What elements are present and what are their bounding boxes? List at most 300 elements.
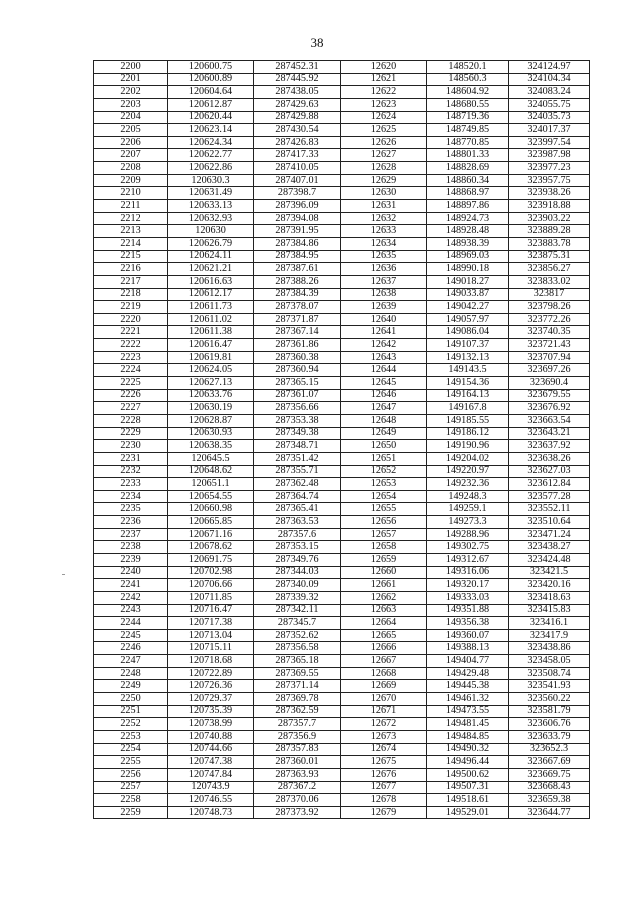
coord-x-left-cell: 120735.39 [168, 705, 254, 718]
point-number-left-cell: 2248 [94, 667, 168, 680]
point-number-left-cell: 2241 [94, 579, 168, 592]
table-row [94, 250, 590, 263]
point-number-right-cell: 12667 [341, 655, 427, 668]
coord-y-right-cell: 323889.28 [509, 225, 590, 238]
point-number-right-cell: 12676 [341, 768, 427, 781]
coord-x-right-cell: 149490.32 [427, 743, 509, 756]
coord-y-right-cell: 323707.94 [509, 351, 590, 364]
coord-x-left-cell: 120630.3 [168, 174, 254, 187]
point-number-left-cell: 2213 [94, 225, 168, 238]
coord-x-right-cell: 148938.39 [427, 237, 509, 250]
table-row [94, 617, 590, 630]
coordinate-table [93, 60, 590, 819]
coord-y-left-cell: 287410.05 [254, 162, 341, 175]
coord-x-left-cell: 120740.88 [168, 730, 254, 743]
point-number-right-cell: 12668 [341, 667, 427, 680]
point-number-right-cell: 12665 [341, 629, 427, 642]
coord-y-left-cell: 287363.53 [254, 516, 341, 529]
coord-x-right-cell: 148520.1 [427, 61, 509, 74]
table-row [94, 794, 590, 807]
point-number-right-cell: 12675 [341, 756, 427, 769]
coord-x-right-cell: 149518.61 [427, 794, 509, 807]
point-number-left-cell: 2203 [94, 98, 168, 111]
coord-y-left-cell: 287369.78 [254, 693, 341, 706]
point-number-left-cell: 2216 [94, 263, 168, 276]
table-row [94, 490, 590, 503]
point-number-left-cell: 2256 [94, 768, 168, 781]
coord-y-right-cell: 323606.76 [509, 718, 590, 731]
coord-x-left-cell: 120630.93 [168, 427, 254, 440]
coord-x-right-cell: 148924.73 [427, 212, 509, 225]
point-number-right-cell: 12663 [341, 604, 427, 617]
coord-x-right-cell: 148801.33 [427, 149, 509, 162]
coord-x-left-cell: 120660.98 [168, 503, 254, 516]
coord-y-left-cell: 287384.95 [254, 250, 341, 263]
table-row [94, 124, 590, 137]
table-row [94, 642, 590, 655]
coord-x-left-cell: 120729.37 [168, 693, 254, 706]
table-row [94, 326, 590, 339]
coord-x-left-cell: 120619.81 [168, 351, 254, 364]
coord-x-left-cell: 120630 [168, 225, 254, 238]
point-number-left-cell: 2239 [94, 553, 168, 566]
point-number-right-cell: 12649 [341, 427, 427, 440]
point-number-left-cell: 2232 [94, 465, 168, 478]
coord-x-right-cell: 149288.96 [427, 528, 509, 541]
point-number-left-cell: 2252 [94, 718, 168, 731]
table-row [94, 465, 590, 478]
coord-x-right-cell: 148860.34 [427, 174, 509, 187]
point-number-right-cell: 12662 [341, 591, 427, 604]
table-row [94, 427, 590, 440]
coord-x-left-cell: 120624.11 [168, 250, 254, 263]
coord-y-left-cell: 287353.38 [254, 414, 341, 427]
point-number-left-cell: 2258 [94, 794, 168, 807]
table-row [94, 705, 590, 718]
coord-y-right-cell: 323644.77 [509, 806, 590, 819]
table-row [94, 237, 590, 250]
coord-x-right-cell: 149351.88 [427, 604, 509, 617]
point-number-left-cell: 2233 [94, 478, 168, 491]
coord-y-right-cell: 323438.86 [509, 642, 590, 655]
coord-y-left-cell: 287388.26 [254, 275, 341, 288]
coord-x-left-cell: 120718.68 [168, 655, 254, 668]
coord-x-right-cell: 148928.48 [427, 225, 509, 238]
coord-x-left-cell: 120620.44 [168, 111, 254, 124]
coord-x-left-cell: 120600.75 [168, 61, 254, 74]
coord-y-left-cell: 287348.71 [254, 440, 341, 453]
coord-x-right-cell: 148828.69 [427, 162, 509, 175]
point-number-left-cell: 2204 [94, 111, 168, 124]
coord-y-left-cell: 287345.7 [254, 617, 341, 630]
coord-x-left-cell: 120743.9 [168, 781, 254, 794]
coord-x-right-cell: 149481.45 [427, 718, 509, 731]
coord-x-right-cell: 149167.8 [427, 402, 509, 415]
coord-y-left-cell: 287369.55 [254, 667, 341, 680]
table-row [94, 61, 590, 74]
point-number-right-cell: 12622 [341, 86, 427, 99]
point-number-right-cell: 12643 [341, 351, 427, 364]
table-row [94, 402, 590, 415]
coord-x-right-cell: 148749.85 [427, 124, 509, 137]
coord-x-left-cell: 120638.35 [168, 440, 254, 453]
coord-x-right-cell: 149388.13 [427, 642, 509, 655]
coord-y-left-cell: 287352.62 [254, 629, 341, 642]
coord-x-left-cell: 120627.13 [168, 377, 254, 390]
table-row [94, 629, 590, 642]
coord-y-left-cell: 287364.74 [254, 490, 341, 503]
point-number-left-cell: 2228 [94, 414, 168, 427]
table-row [94, 288, 590, 301]
coord-x-left-cell: 120713.04 [168, 629, 254, 642]
point-number-right-cell: 12648 [341, 414, 427, 427]
table-row [94, 756, 590, 769]
point-number-right-cell: 12671 [341, 705, 427, 718]
coord-y-left-cell: 287357.6 [254, 528, 341, 541]
coord-x-right-cell: 149461.32 [427, 693, 509, 706]
point-number-left-cell: 2240 [94, 566, 168, 579]
table-row [94, 263, 590, 276]
coord-x-left-cell: 120645.5 [168, 452, 254, 465]
coord-y-left-cell: 287429.88 [254, 111, 341, 124]
coord-x-right-cell: 148719.36 [427, 111, 509, 124]
point-number-right-cell: 12626 [341, 136, 427, 149]
coord-y-left-cell: 287365.15 [254, 377, 341, 390]
point-number-right-cell: 12672 [341, 718, 427, 731]
point-number-left-cell: 2242 [94, 591, 168, 604]
coord-y-right-cell: 323417.9 [509, 629, 590, 642]
coord-x-right-cell: 149033.87 [427, 288, 509, 301]
coord-y-right-cell: 323690.4 [509, 377, 590, 390]
point-number-right-cell: 12635 [341, 250, 427, 263]
coord-x-left-cell: 120717.38 [168, 617, 254, 630]
coord-y-right-cell: 323541.93 [509, 680, 590, 693]
point-number-right-cell: 12652 [341, 465, 427, 478]
coord-x-left-cell: 120747.38 [168, 756, 254, 769]
coord-y-right-cell: 323652.3 [509, 743, 590, 756]
coord-y-left-cell: 287363.93 [254, 768, 341, 781]
coord-y-left-cell: 287407.01 [254, 174, 341, 187]
coord-x-right-cell: 148897.86 [427, 200, 509, 213]
coord-x-right-cell: 148868.97 [427, 187, 509, 200]
coord-y-left-cell: 287353.15 [254, 541, 341, 554]
point-number-left-cell: 2212 [94, 212, 168, 225]
coord-y-left-cell: 287349.38 [254, 427, 341, 440]
coord-x-left-cell: 120624.34 [168, 136, 254, 149]
table-row [94, 541, 590, 554]
coord-y-right-cell: 323903.22 [509, 212, 590, 225]
point-number-left-cell: 2217 [94, 275, 168, 288]
table-row [94, 806, 590, 819]
point-number-right-cell: 12659 [341, 553, 427, 566]
coord-x-right-cell: 149500.62 [427, 768, 509, 781]
coord-y-right-cell: 323416.1 [509, 617, 590, 630]
coord-y-right-cell: 323987.98 [509, 149, 590, 162]
coord-x-left-cell: 120622.86 [168, 162, 254, 175]
coord-x-left-cell: 120706.66 [168, 579, 254, 592]
coord-y-right-cell: 323833.02 [509, 275, 590, 288]
coord-y-right-cell: 323418.63 [509, 591, 590, 604]
point-number-left-cell: 2250 [94, 693, 168, 706]
point-number-right-cell: 12678 [341, 794, 427, 807]
point-number-right-cell: 12650 [341, 440, 427, 453]
coord-y-right-cell: 323633.79 [509, 730, 590, 743]
table-row [94, 579, 590, 592]
coord-y-right-cell: 323471.24 [509, 528, 590, 541]
point-number-left-cell: 2257 [94, 781, 168, 794]
coord-y-right-cell: 324035.73 [509, 111, 590, 124]
coord-x-right-cell: 149273.3 [427, 516, 509, 529]
table-row [94, 693, 590, 706]
coord-x-right-cell: 149316.06 [427, 566, 509, 579]
table-row [94, 667, 590, 680]
table-row [94, 111, 590, 124]
point-number-right-cell: 12645 [341, 377, 427, 390]
coord-y-right-cell: 323669.75 [509, 768, 590, 781]
table-row [94, 528, 590, 541]
coord-x-right-cell: 149360.07 [427, 629, 509, 642]
point-number-right-cell: 12651 [341, 452, 427, 465]
coord-y-right-cell: 323957.75 [509, 174, 590, 187]
coord-y-left-cell: 287398.7 [254, 187, 341, 200]
coord-y-left-cell: 287387.61 [254, 263, 341, 276]
table-row [94, 86, 590, 99]
coord-y-left-cell: 287396.09 [254, 200, 341, 213]
point-number-right-cell: 12629 [341, 174, 427, 187]
coord-y-left-cell: 287342.11 [254, 604, 341, 617]
point-number-right-cell: 12638 [341, 288, 427, 301]
coord-y-left-cell: 287371.14 [254, 680, 341, 693]
coord-y-left-cell: 287445.92 [254, 73, 341, 86]
point-number-left-cell: 2202 [94, 86, 168, 99]
scan-artifact-mark [62, 574, 65, 575]
coord-x-left-cell: 120648.62 [168, 465, 254, 478]
coord-y-right-cell: 323581.79 [509, 705, 590, 718]
table-row [94, 389, 590, 402]
coord-x-left-cell: 120633.76 [168, 389, 254, 402]
coord-y-left-cell: 287378.07 [254, 301, 341, 314]
point-number-left-cell: 2244 [94, 617, 168, 630]
coord-x-left-cell: 120626.79 [168, 237, 254, 250]
point-number-left-cell: 2235 [94, 503, 168, 516]
coord-y-right-cell: 323997.54 [509, 136, 590, 149]
point-number-left-cell: 2236 [94, 516, 168, 529]
coord-x-right-cell: 149507.31 [427, 781, 509, 794]
coord-x-right-cell: 149143.5 [427, 364, 509, 377]
coord-y-left-cell: 287430.54 [254, 124, 341, 137]
point-number-right-cell: 12641 [341, 326, 427, 339]
coord-x-left-cell: 120632.93 [168, 212, 254, 225]
coord-x-right-cell: 149057.97 [427, 313, 509, 326]
coord-x-left-cell: 120691.75 [168, 553, 254, 566]
coord-y-left-cell: 287344.03 [254, 566, 341, 579]
coord-x-right-cell: 149107.37 [427, 339, 509, 352]
coord-y-left-cell: 287362.59 [254, 705, 341, 718]
coord-x-left-cell: 120612.87 [168, 98, 254, 111]
point-number-left-cell: 2220 [94, 313, 168, 326]
point-number-right-cell: 12646 [341, 389, 427, 402]
coord-y-right-cell: 323977.23 [509, 162, 590, 175]
coord-y-right-cell: 323772.26 [509, 313, 590, 326]
coord-y-left-cell: 287367.2 [254, 781, 341, 794]
coord-y-left-cell: 287356.9 [254, 730, 341, 743]
coord-x-right-cell: 149204.02 [427, 452, 509, 465]
coord-y-left-cell: 287426.83 [254, 136, 341, 149]
coord-y-left-cell: 287361.07 [254, 389, 341, 402]
table-row [94, 440, 590, 453]
coord-x-left-cell: 120722.89 [168, 667, 254, 680]
table-row [94, 655, 590, 668]
point-number-left-cell: 2201 [94, 73, 168, 86]
point-number-left-cell: 2238 [94, 541, 168, 554]
coord-y-right-cell: 323798.26 [509, 301, 590, 314]
coord-y-right-cell: 323421.5 [509, 566, 590, 579]
point-number-left-cell: 2211 [94, 200, 168, 213]
coord-x-right-cell: 149404.77 [427, 655, 509, 668]
coord-y-right-cell: 323740.35 [509, 326, 590, 339]
coord-x-right-cell: 149484.85 [427, 730, 509, 743]
coordinate-table-body [94, 61, 590, 819]
point-number-right-cell: 12644 [341, 364, 427, 377]
coord-x-right-cell: 149186.12 [427, 427, 509, 440]
coord-y-left-cell: 287356.58 [254, 642, 341, 655]
coord-y-right-cell: 323817 [509, 288, 590, 301]
coord-x-left-cell: 120604.64 [168, 86, 254, 99]
point-number-left-cell: 2222 [94, 339, 168, 352]
point-number-left-cell: 2223 [94, 351, 168, 364]
coord-y-left-cell: 287417.33 [254, 149, 341, 162]
coord-x-left-cell: 120651.1 [168, 478, 254, 491]
coord-y-right-cell: 324055.75 [509, 98, 590, 111]
coord-y-right-cell: 323856.27 [509, 263, 590, 276]
coord-y-left-cell: 287384.39 [254, 288, 341, 301]
point-number-right-cell: 12658 [341, 541, 427, 554]
coord-y-left-cell: 287357.7 [254, 718, 341, 731]
coord-y-left-cell: 287356.66 [254, 402, 341, 415]
table-row [94, 301, 590, 314]
table-row [94, 377, 590, 390]
point-number-right-cell: 12661 [341, 579, 427, 592]
point-number-left-cell: 2234 [94, 490, 168, 503]
table-row [94, 149, 590, 162]
coord-x-left-cell: 120715.11 [168, 642, 254, 655]
coord-x-left-cell: 120622.77 [168, 149, 254, 162]
coord-y-left-cell: 287351.42 [254, 452, 341, 465]
table-row [94, 730, 590, 743]
coord-x-right-cell: 149248.3 [427, 490, 509, 503]
point-number-right-cell: 12655 [341, 503, 427, 516]
point-number-left-cell: 2224 [94, 364, 168, 377]
coord-x-right-cell: 149190.96 [427, 440, 509, 453]
point-number-right-cell: 12654 [341, 490, 427, 503]
table-row [94, 275, 590, 288]
coord-x-right-cell: 149496.44 [427, 756, 509, 769]
coord-y-left-cell: 287360.01 [254, 756, 341, 769]
coord-x-right-cell: 149312.67 [427, 553, 509, 566]
table-row [94, 73, 590, 86]
table-row [94, 414, 590, 427]
coord-y-right-cell: 323663.54 [509, 414, 590, 427]
coord-x-left-cell: 120600.89 [168, 73, 254, 86]
coord-y-right-cell: 324083.24 [509, 86, 590, 99]
point-number-right-cell: 12637 [341, 275, 427, 288]
table-row [94, 313, 590, 326]
table-row [94, 591, 590, 604]
coord-y-right-cell: 323627.03 [509, 465, 590, 478]
coord-y-right-cell: 323659.38 [509, 794, 590, 807]
coord-x-left-cell: 120612.17 [168, 288, 254, 301]
table-row [94, 351, 590, 364]
coord-y-left-cell: 287349.76 [254, 553, 341, 566]
coord-x-right-cell: 148560.3 [427, 73, 509, 86]
point-number-right-cell: 12633 [341, 225, 427, 238]
coord-y-right-cell: 323697.26 [509, 364, 590, 377]
point-number-left-cell: 2225 [94, 377, 168, 390]
table-row [94, 339, 590, 352]
point-number-left-cell: 2206 [94, 136, 168, 149]
point-number-left-cell: 2243 [94, 604, 168, 617]
coord-y-right-cell: 323883.78 [509, 237, 590, 250]
coord-x-right-cell: 149445.38 [427, 680, 509, 693]
point-number-left-cell: 2200 [94, 61, 168, 74]
point-number-left-cell: 2255 [94, 756, 168, 769]
point-number-right-cell: 12657 [341, 528, 427, 541]
coord-x-left-cell: 120611.73 [168, 301, 254, 314]
point-number-right-cell: 12625 [341, 124, 427, 137]
point-number-left-cell: 2226 [94, 389, 168, 402]
coord-x-right-cell: 149154.36 [427, 377, 509, 390]
table-row [94, 98, 590, 111]
point-number-left-cell: 2218 [94, 288, 168, 301]
point-number-right-cell: 12639 [341, 301, 427, 314]
coord-x-right-cell: 148680.55 [427, 98, 509, 111]
coord-y-left-cell: 287357.83 [254, 743, 341, 756]
point-number-right-cell: 12673 [341, 730, 427, 743]
coord-y-right-cell: 324104.34 [509, 73, 590, 86]
coord-x-right-cell: 149473.55 [427, 705, 509, 718]
coord-y-left-cell: 287370.06 [254, 794, 341, 807]
coord-y-left-cell: 287394.08 [254, 212, 341, 225]
point-number-right-cell: 12632 [341, 212, 427, 225]
coord-x-left-cell: 120623.14 [168, 124, 254, 137]
point-number-right-cell: 12660 [341, 566, 427, 579]
point-number-right-cell: 12620 [341, 61, 427, 74]
coord-x-right-cell: 148604.92 [427, 86, 509, 99]
table-row [94, 452, 590, 465]
coord-y-right-cell: 323918.88 [509, 200, 590, 213]
table-row [94, 174, 590, 187]
coord-y-left-cell: 287373.92 [254, 806, 341, 819]
coord-x-left-cell: 120665.85 [168, 516, 254, 529]
coord-y-right-cell: 323552.11 [509, 503, 590, 516]
coord-y-right-cell: 323415.83 [509, 604, 590, 617]
point-number-left-cell: 2247 [94, 655, 168, 668]
page-number: 38 [310, 35, 324, 50]
table-row [94, 604, 590, 617]
coord-x-right-cell: 149320.17 [427, 579, 509, 592]
coord-y-right-cell: 323577.28 [509, 490, 590, 503]
coord-x-left-cell: 120746.55 [168, 794, 254, 807]
table-row [94, 162, 590, 175]
point-number-left-cell: 2207 [94, 149, 168, 162]
point-number-left-cell: 2251 [94, 705, 168, 718]
coord-y-left-cell: 287371.87 [254, 313, 341, 326]
coord-y-left-cell: 287340.09 [254, 579, 341, 592]
coord-x-left-cell: 120621.21 [168, 263, 254, 276]
coord-y-right-cell: 323643.21 [509, 427, 590, 440]
point-number-left-cell: 2246 [94, 642, 168, 655]
coord-y-left-cell: 287438.05 [254, 86, 341, 99]
